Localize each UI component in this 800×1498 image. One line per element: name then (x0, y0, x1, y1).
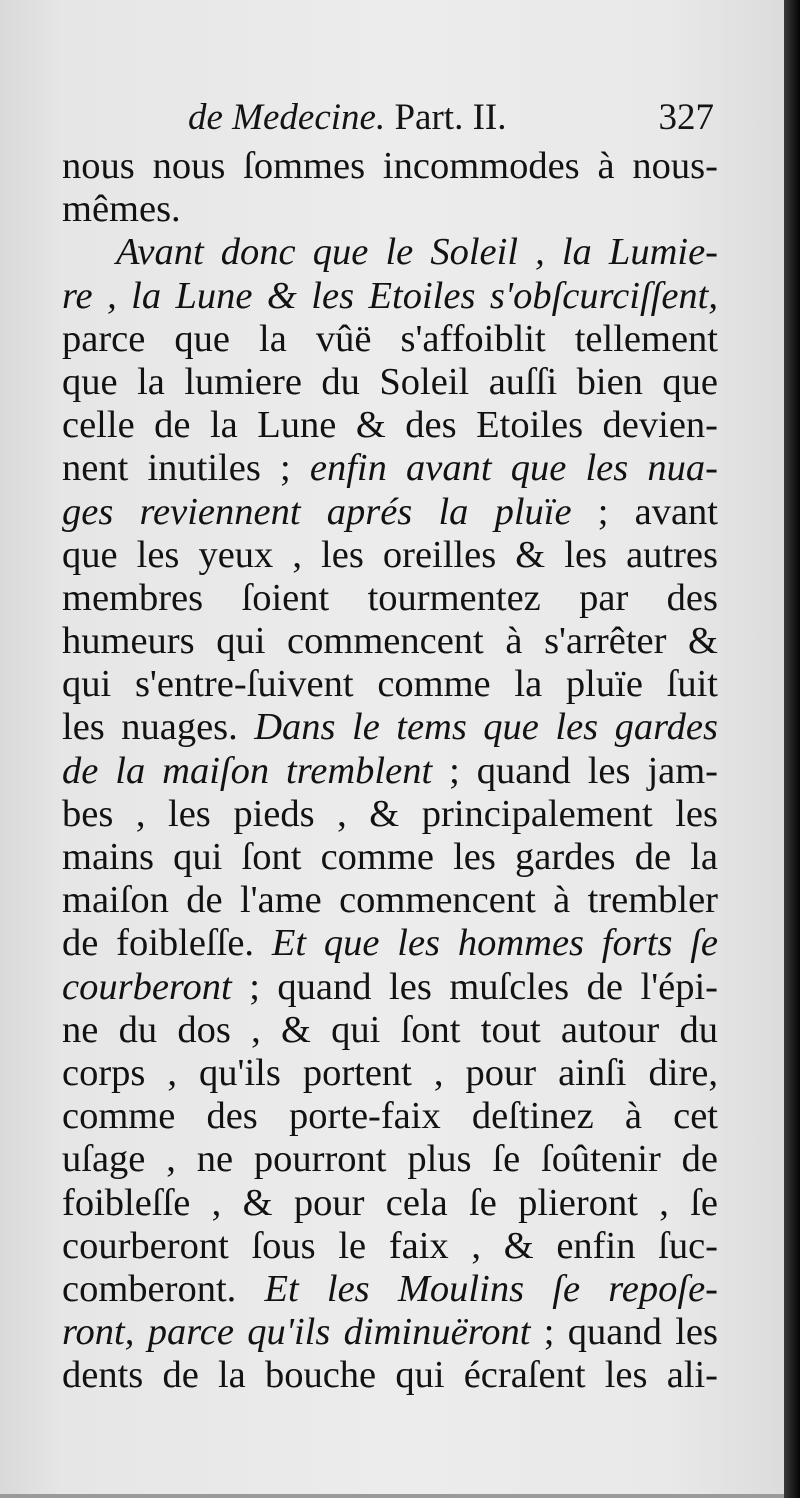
text-segment: ; quand les muſcles de l'épi- (231, 965, 718, 1008)
text-line (62, 1009, 718, 1052)
text-line (62, 836, 718, 879)
italic-text-segment: courberont (62, 965, 232, 1008)
text-segment: nous nous ſommes incommodes à nous- (62, 145, 718, 187)
running-title-italic: de Medecine. (188, 97, 386, 138)
text-line (62, 1354, 718, 1397)
text-segment: mêmes. (62, 188, 181, 231)
text-line (62, 1311, 718, 1354)
text-line (62, 1182, 718, 1225)
text-segment: dents de la bouche qui écraſent les ali- (62, 1354, 718, 1397)
text-segment: membres ſoient tourmentez par des (62, 576, 718, 619)
text-segment: maiſon de l'ame commencent à trembler (62, 879, 718, 922)
italic-text-segment: ges reviennent aprés la pluïe (62, 490, 572, 533)
text-segment: uſage , ne pourront plus ſe ſoûtenir de (62, 1138, 718, 1181)
text-line (62, 491, 718, 534)
text-segment: ne du dos , & qui ſont tout autour du (62, 1008, 718, 1051)
text-line (62, 750, 718, 793)
text-segment: courberont ſous le faix , & enfin ſuc- (62, 1224, 718, 1267)
text-segment: celle de la Lune & des Etoiles devien- (62, 404, 718, 447)
text-segment: ; quand les jam- (432, 749, 718, 792)
body-text (62, 145, 718, 1397)
italic-text-segment: Et les Moulins ſe repoſe- (264, 1267, 718, 1310)
text-line (62, 1138, 718, 1181)
text-segment: comme des porte-faix deſtinez à cet (62, 1095, 718, 1138)
text-line (62, 879, 718, 922)
text-segment: foibleſſe , & pour cela ſe plieront , ſe (62, 1181, 718, 1224)
text-segment: que les yeux , les oreilles & les autres (62, 533, 718, 576)
italic-text-segment: enfin avant que les nua- (309, 447, 718, 490)
text-line (62, 706, 718, 749)
text-line (62, 145, 718, 188)
text-segment: parce que la vûë s'affoiblit tellement (62, 317, 718, 360)
text-line (62, 922, 718, 965)
text-line (62, 447, 718, 490)
text-line (62, 1095, 718, 1138)
text-line (62, 620, 718, 663)
page-header (62, 96, 714, 150)
text-line (62, 577, 718, 620)
italic-text-segment: re , la Lune & les Etoiles s'obſcurciſſent, (62, 274, 718, 317)
text-line (62, 1268, 718, 1311)
text-line (62, 793, 718, 836)
text-segment: qui s'entre-ſuivent comme la pluïe ſuit (62, 663, 718, 706)
text-line (62, 361, 718, 404)
text-segment: bes , les pieds , & principalement les (62, 792, 718, 835)
italic-text-segment: Avant donc que le Soleil , la Lumie- (116, 231, 718, 274)
italic-text-segment: Dans le tems que les gardes (254, 706, 718, 749)
text-segment: corps , qu'ils portent , pour ainſi dire, (62, 1051, 718, 1094)
italic-text-segment: de la maiſon tremblent (62, 749, 433, 792)
text-line (62, 318, 718, 361)
page-number: 327 (658, 97, 714, 138)
page-bottom-edge (0, 1494, 784, 1498)
text-line (62, 1052, 718, 1095)
text-segment: ; avant (571, 490, 718, 533)
text-segment: nent inutiles ; (62, 447, 310, 490)
italic-text-segment: Et que les hommes forts ſe (271, 922, 718, 965)
text-segment: mains qui ſont comme les gardes de la (62, 836, 718, 878)
text-line (62, 663, 718, 706)
running-title (188, 96, 506, 139)
text-line (62, 404, 718, 447)
running-title-part: Part. II. (385, 97, 507, 138)
text-line (62, 275, 718, 318)
text-segment: que la lumiere du Soleil auſſi bien que (62, 360, 718, 403)
text-segment: les nuages. (62, 706, 255, 749)
italic-text-segment: ront, parce qu'ils diminuëront (62, 1311, 531, 1354)
text-segment: ; quand les (530, 1311, 718, 1354)
text-line (62, 188, 718, 231)
text-line (62, 534, 718, 577)
binding-shadow (784, 0, 800, 1498)
text-segment: de foibleſſe. (62, 922, 272, 965)
text-segment: humeurs qui commencent à s'arrêter & (62, 620, 718, 663)
text-line (62, 231, 718, 274)
text-segment: comberont. (62, 1267, 265, 1310)
text-line (62, 966, 718, 1009)
text-line (62, 1225, 718, 1268)
